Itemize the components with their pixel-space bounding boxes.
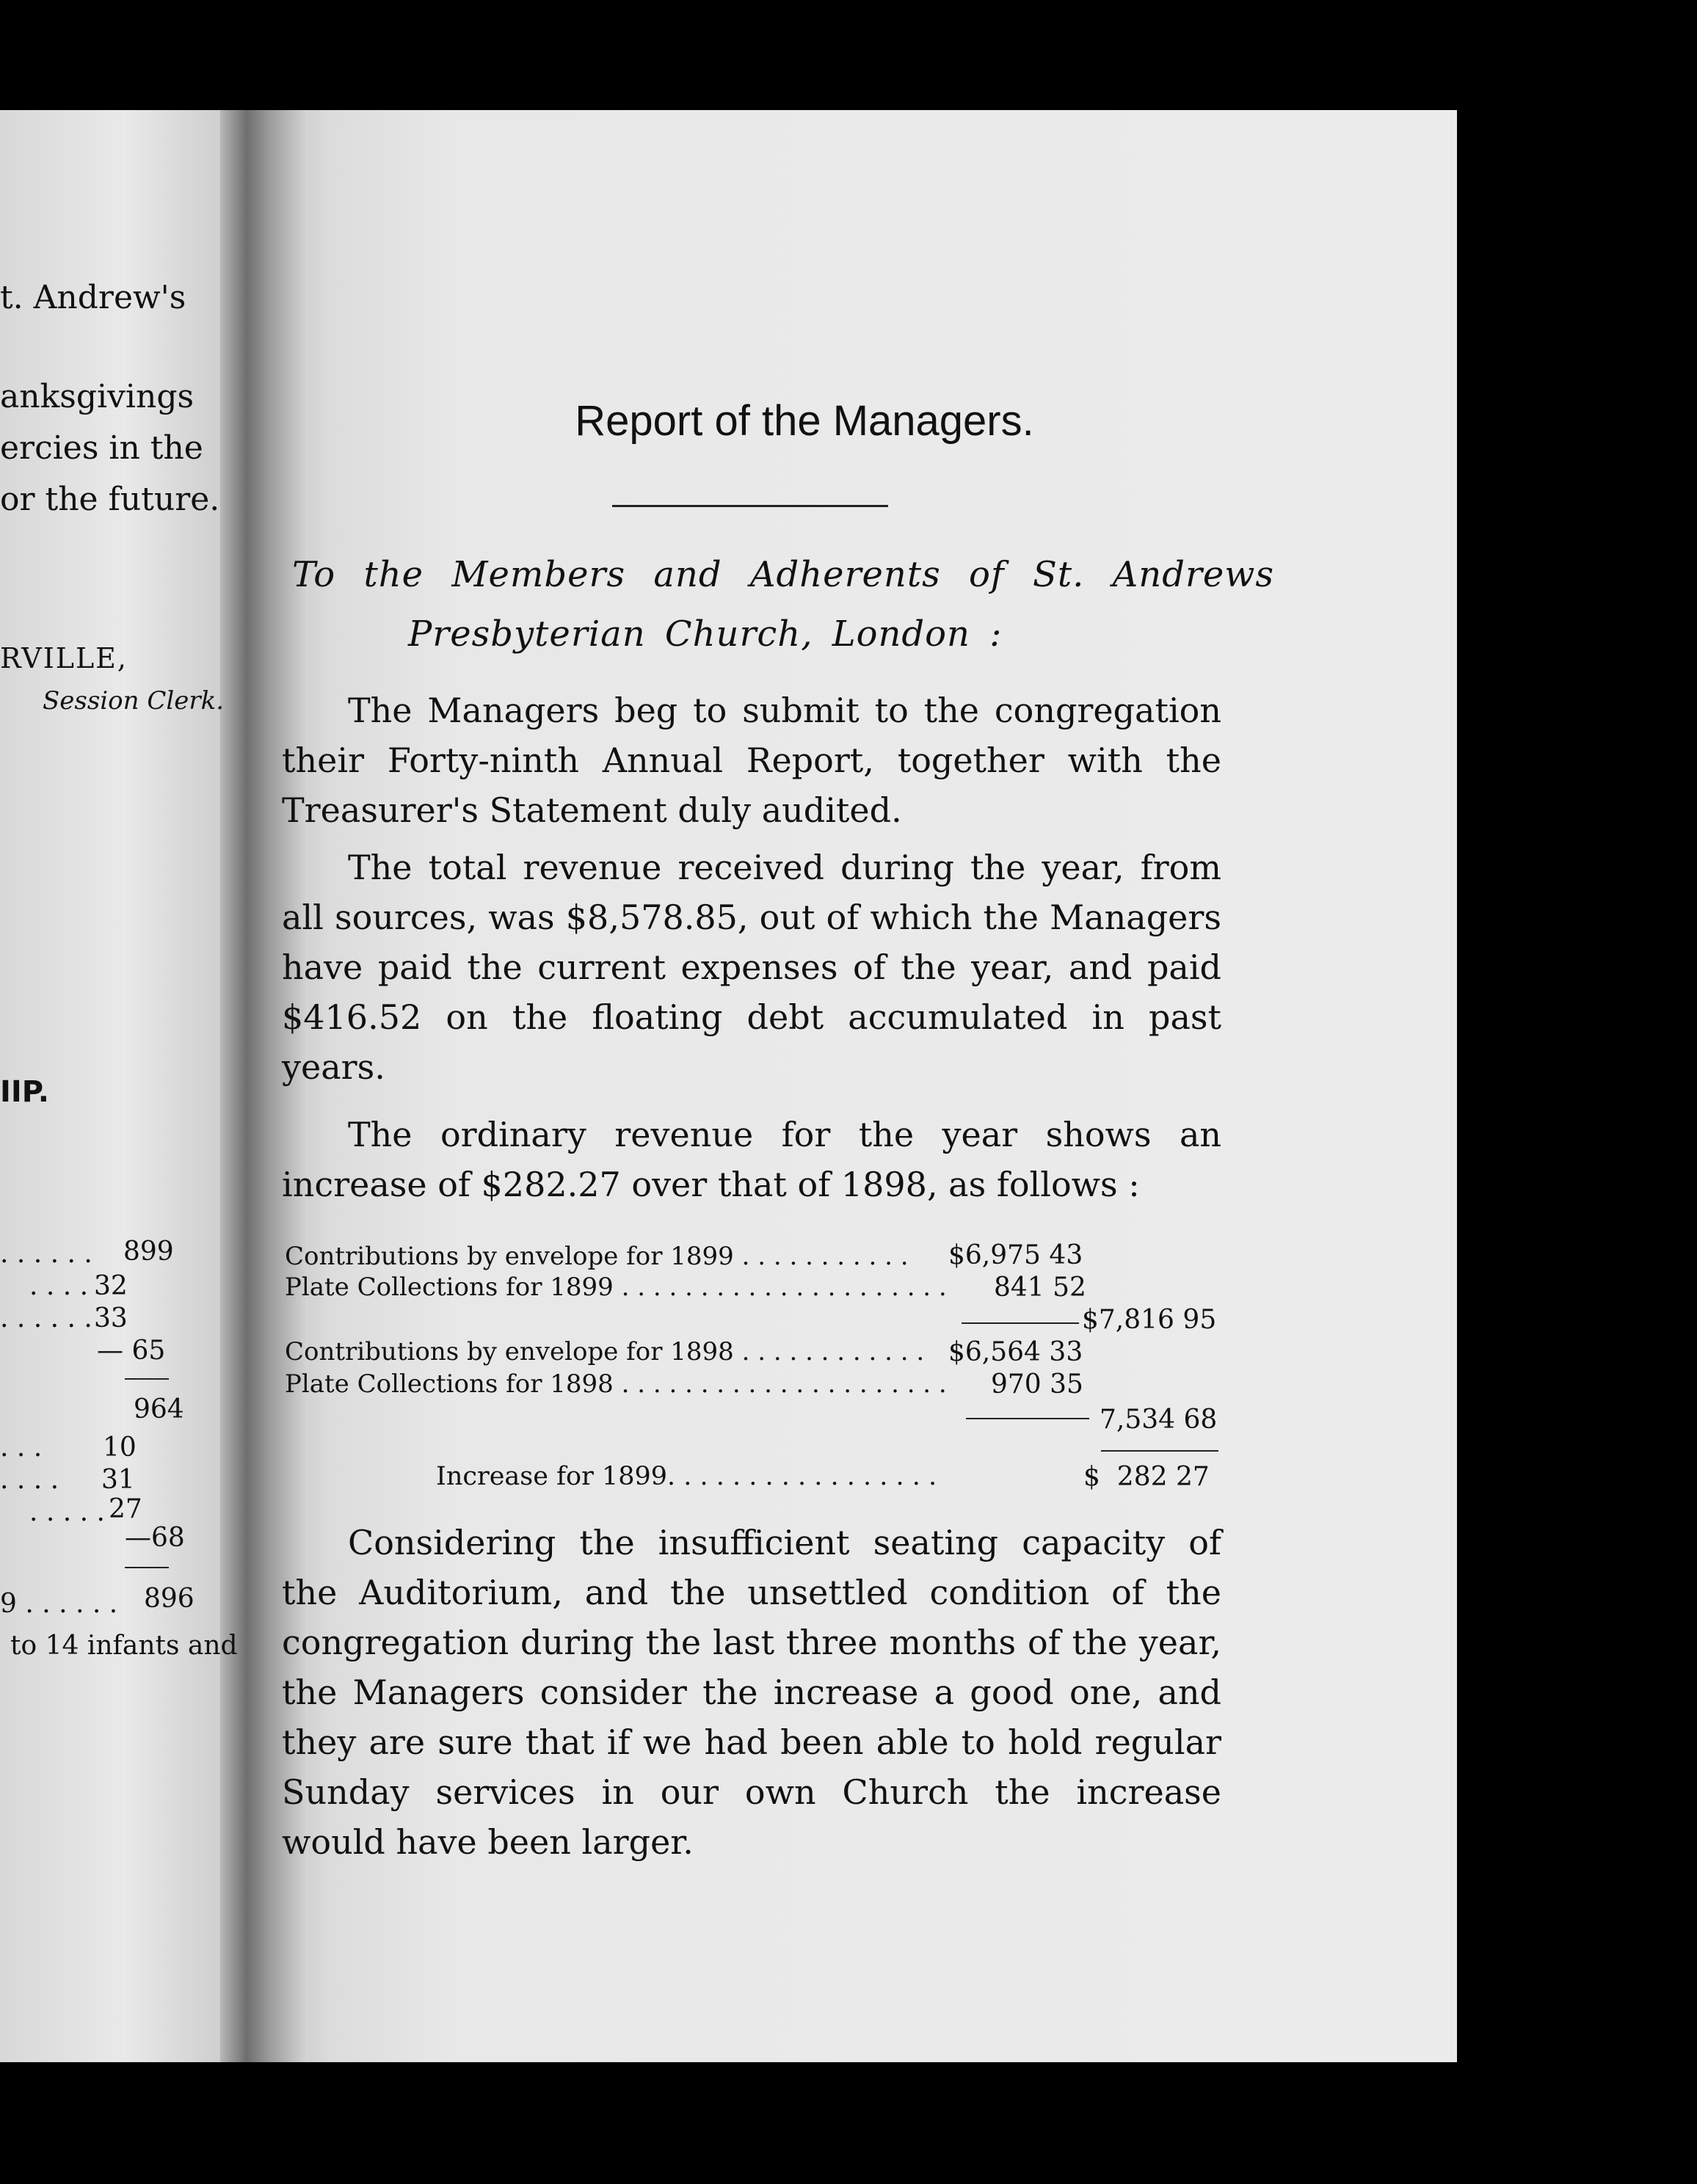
- paragraph-intro: The Managers beg to submit to the congregation their Forty-ninth Annual Report, together with the Treasurer's Statement duly audited.: [282, 691, 1221, 830]
- left-figure-32: 32: [94, 1271, 128, 1301]
- table-rule-1898: [966, 1418, 1089, 1419]
- left-signature-name: RVILLE,: [0, 642, 128, 674]
- paragraph-revenue: The total revenue received during the year, from all sources, was $8,578.85, out of which the Managers have paid the current expenses of the year, and paid $416.52 on the floating debt accumulated in past years.: [282, 848, 1221, 1087]
- table-amount-plate-1898: 970 35: [991, 1369, 1083, 1399]
- table-rule-total: [1101, 1450, 1218, 1452]
- left-signature-title: Session Clerk.: [43, 686, 225, 716]
- table-amount-envelope-1899: $6,975 43: [948, 1240, 1083, 1270]
- table-amount-envelope-1898: $6,564 33: [948, 1337, 1083, 1367]
- left-dots-3: . . . . . .: [0, 1303, 92, 1333]
- title-divider: [612, 505, 888, 507]
- left-figure-899: 899: [123, 1237, 174, 1267]
- table-amount-increase: $ 282 27: [1083, 1462, 1210, 1492]
- left-figure-10: 10: [103, 1433, 137, 1463]
- table-subtotal-1899: $7,816 95: [1082, 1305, 1217, 1335]
- table-row-plate-1898: Plate Collections for 1898 . . . . . . . . . . . . . . . . . . . . .: [285, 1369, 947, 1399]
- table-rule-1899: [962, 1322, 1079, 1324]
- left-dots-5: . . . .: [0, 1465, 59, 1495]
- left-line-2: anksgivings: [0, 378, 195, 415]
- left-line-3: ercies in the: [0, 429, 203, 467]
- page-title: Report of the Managers.: [575, 397, 1034, 445]
- left-figure-68: —68: [125, 1523, 185, 1553]
- left-dots-4: . . .: [0, 1433, 43, 1463]
- table-row-envelope-1898: Contributions by envelope for 1898 . . . . . . . . . . . .: [285, 1337, 925, 1366]
- left-heading-fragment: IIP.: [0, 1075, 49, 1109]
- left-rule-1: [125, 1378, 169, 1380]
- left-dots-7: 9 . . . . . .: [0, 1589, 118, 1619]
- left-line-1: t. Andrew's: [0, 279, 186, 316]
- left-dots-1: . . . . . .: [0, 1239, 92, 1269]
- left-figure-33: 33: [94, 1303, 128, 1333]
- table-row-increase: Increase for 1899. . . . . . . . . . . . . . . . .: [436, 1462, 937, 1491]
- left-last-line: to 14 infants and: [10, 1631, 238, 1661]
- left-dots-2: . . . .: [29, 1271, 89, 1301]
- left-figure-65: — 65: [97, 1336, 166, 1366]
- left-figure-964: 964: [134, 1394, 184, 1424]
- left-figure-31: 31: [101, 1465, 135, 1495]
- paragraph-seating-capacity: Considering the insufficient seating capacity of the Auditorium, and the unsettled condition of the congregation during the last three months of the year, the Managers consider the increase a good one, and they are sure that if we had been able to hold regular Sunday services in our own Church the increase would have been larger.: [282, 1523, 1221, 1862]
- address-line-1: To the Members and Adherents of St. Andrews: [292, 554, 1275, 595]
- left-dots-6: . . . . .: [29, 1497, 105, 1527]
- paragraph-ordinary-revenue: The ordinary revenue for the year shows an increase of $282.27 over that of 1898, as follows :: [282, 1115, 1221, 1204]
- table-row-plate-1899: Plate Collections for 1899 . . . . . . . . . . . . . . . . . . . . .: [285, 1273, 947, 1302]
- table-row-envelope-1899: Contributions by envelope for 1899 . . . . . . . . . . .: [285, 1242, 909, 1271]
- left-line-4: or the future.: [0, 481, 220, 518]
- table-subtotal-1898: 7,534 68: [1100, 1405, 1218, 1435]
- left-figure-896: 896: [144, 1584, 195, 1614]
- left-figure-27: 27: [109, 1494, 142, 1524]
- address-line-2: Presbyterian Church, London :: [408, 614, 1003, 655]
- table-amount-plate-1899: 841 52: [994, 1273, 1086, 1303]
- left-rule-2: [125, 1567, 169, 1568]
